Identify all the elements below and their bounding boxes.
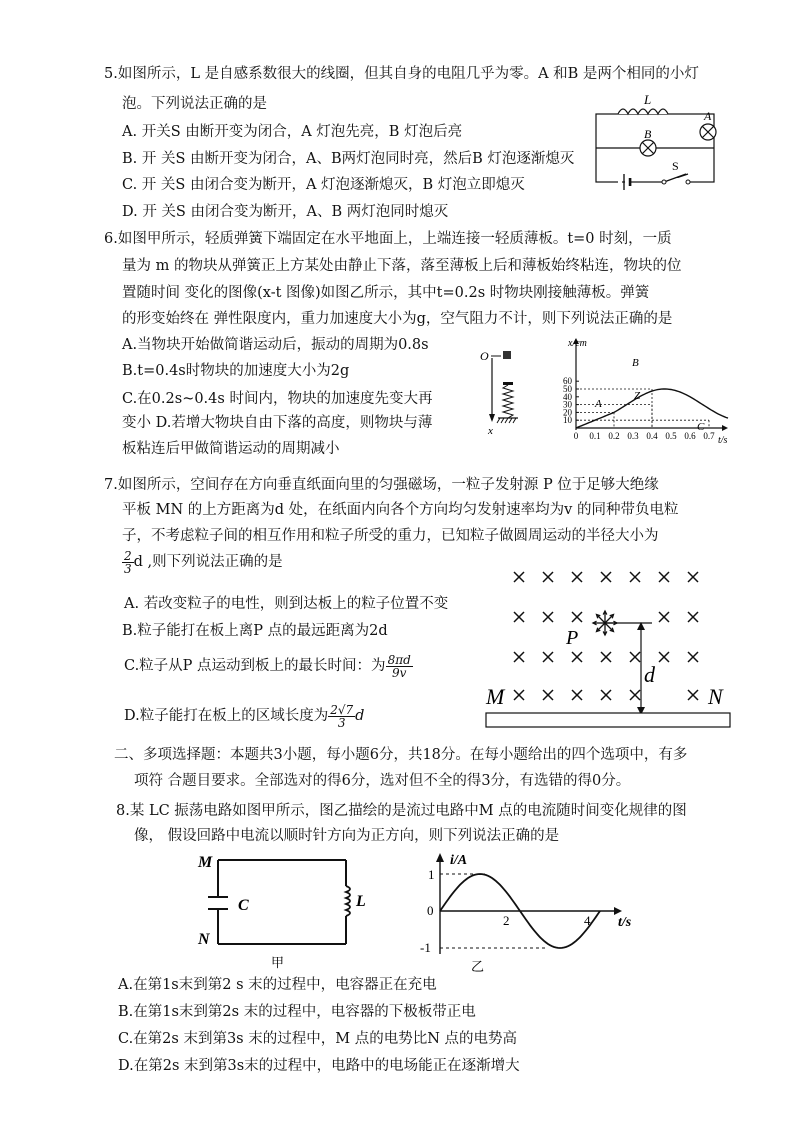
q6-chart-ytick: 60 (563, 376, 572, 387)
q7-option-c (124, 652, 413, 680)
q7-field-cross (659, 612, 669, 622)
q7-field-cross (514, 612, 524, 622)
q7-label-d: d (644, 662, 655, 687)
q6-chart-xtick: 0.1 (589, 431, 601, 441)
q5-option-c: C. 开 关S 由闭合变为断开，A 灯泡逐渐熄灭，B 灯泡立即熄灭 (122, 177, 525, 193)
q8-caption-jia: 甲 (271, 955, 285, 970)
q7-option-b: B.粒子能打在板上离P 点的最远距离为2d (122, 623, 388, 639)
q7-option-c-fraction (386, 654, 413, 679)
q7-label-n: N (708, 684, 723, 709)
q8-label-m: M (198, 854, 213, 871)
q7-field-cross (543, 572, 553, 582)
q5-label-b: B (644, 127, 652, 141)
q5-option-d: D. 开 关S 由闭合变为断开，A、B 两灯泡同时熄灭 (122, 204, 449, 220)
q7-field-cross (630, 690, 640, 700)
q6-option-a: A.当物块开始做简谐运动后，振动的周期为0.8s (122, 337, 429, 353)
q8-chart-y1: 1 (428, 867, 435, 882)
q8-option-a: A.在第1s末到第2 s 末的过程中，电容器正在充电 (118, 977, 437, 993)
q8-label-c: C (238, 897, 249, 914)
q5-stem-line2: 泡。下列说法正确的是 (122, 96, 267, 112)
q7-field-cross (630, 572, 640, 582)
q6-spring-figure (476, 344, 536, 444)
q6-option-c: C.在0.2s~0.4s 时间内，物块的加速度先变大再 (122, 391, 433, 407)
q7-option-c-den: 9v (391, 665, 407, 680)
q7-insulating-plate (486, 713, 730, 727)
q7-option-c-num: 8πd (387, 652, 411, 667)
q6-chart-ytick: 40 (563, 391, 572, 402)
q6-chart-ytick: 20 (563, 407, 572, 418)
q7-field-cross (572, 572, 582, 582)
q7-field-cross (688, 572, 698, 582)
q8-chart-y0: 0 (427, 903, 434, 918)
q7-radius-den: 3 (124, 561, 132, 576)
q8-stem-line2: 像， 假设回路中电流以顺时针方向为正方向，则下列说法正确的是 (134, 828, 560, 844)
q6-chart-xlabel: t/s (718, 435, 728, 446)
section2-heading-line1: 二、多项选择题：本题共3小题，每小题6分，共18分。在每小题给出的四个选项中，有多 (114, 747, 688, 763)
q7-field-cross (659, 652, 669, 662)
q7-field-cross (601, 652, 611, 662)
q7-field-cross (659, 572, 669, 582)
section2-heading-line2: 项符 合题目要求。全部选对的得6分，选对但不全的得3分，有选错的得0分。 (134, 773, 631, 789)
q7-field-cross (688, 652, 698, 662)
q6-chart-xtick: 0.7 (703, 431, 715, 441)
q5-label-s: S (672, 159, 679, 173)
q7-field-cross (601, 572, 611, 582)
q7-field-cross (688, 612, 698, 622)
q7-option-a: A. 若改变粒子的电性，则到达板上的粒子位置不变 (124, 596, 449, 612)
q6-chart-point-a: A (595, 398, 602, 410)
q7-stem-line4 (122, 548, 283, 576)
q7-magnetic-field-figure (484, 562, 734, 734)
q7-option-d (124, 702, 364, 730)
q7-field-cross (572, 612, 582, 622)
q6-chart-xtick: 0 (573, 431, 579, 441)
q8-label-l: L (356, 893, 366, 910)
q6-stem-line4: 的形变始终在 弹性限度内，重力加速度大小为g，空气阻力不计，则下列说法正确的是 (122, 311, 673, 327)
q7-field-cross (543, 690, 553, 700)
q8-option-c: C.在第2s 末到第3s 末的过程中，M 点的电势比N 点的电势高 (118, 1031, 517, 1047)
q7-option-d-num: 2√7 (330, 702, 354, 717)
q6-chart-ytick: 30 (563, 399, 572, 410)
q6-chart-ylabel: x/cm (568, 338, 587, 349)
q7-option-d-fraction (328, 704, 355, 729)
q5-label-a: A (704, 109, 712, 123)
q6-xt-chart (542, 336, 732, 446)
q7-label-p: P (566, 627, 579, 649)
q6-chart-xtick: 0.3 (627, 431, 639, 441)
q7-field-cross (572, 690, 582, 700)
q7-radius-fraction (122, 550, 134, 575)
q8-chart-x2: 2 (503, 913, 510, 928)
q8-chart-ylabel: i/A (450, 853, 468, 868)
q7-field-cross (601, 690, 611, 700)
q6-option-d-cont: 板粘连后甲做简谐运动的周期减小 (122, 441, 340, 457)
q5-label-l: L (644, 92, 652, 107)
q7-option-d-den: 3 (337, 715, 346, 730)
q7-field-cross (572, 652, 582, 662)
q7-option-c-text: C.粒子从P 点运动到板上的最长时间：为 (124, 658, 386, 674)
q7-emitter-arrows (593, 611, 617, 635)
q6-chart-xtick: 0.6 (684, 431, 696, 441)
q5-option-b: B. 开 关S 由断开变为闭合，A、B两灯泡同时亮，然后B 灯泡逐渐熄灭 (122, 151, 575, 167)
q7-field-cross (543, 612, 553, 622)
q6-stem-line2: 量为 m 的物块从弹簧正上方某处由静止下落，落至薄板上后和薄板始终粘连，物块的位 (122, 258, 682, 274)
q6-stem-line3: 置随时间 变化的图像(x-t 图像)如图乙所示，其中t=0.2s 时物块刚接触薄板。弹簧 (122, 285, 650, 301)
q8-chart-ym1: -1 (420, 940, 431, 955)
q7-stem-line3: 子，不考虑粒子间的相互作用和粒子所受的重力，已知粒子做圆周运动的半径大小为 (122, 528, 659, 544)
q6-chart-xtick: 0.2 (608, 431, 620, 441)
q7-radius-tail: d ,则下列说法正确的是 (133, 554, 283, 570)
q8-option-d: D.在第2s 末到第3s末的过程中，电路中的电场能正在逐渐增大 (118, 1058, 520, 1074)
q6-chart-point-b: B (632, 357, 639, 369)
q6-option-b: B.t=0.4s时物块的加速度大小为2g (122, 363, 350, 379)
q6-option-c-cont-d: 变小 D.若增大物块自由下落的高度，则物块与薄 (122, 415, 433, 431)
q5-circuit-diagram (590, 90, 730, 190)
q7-option-d-text: D.粒子能打在板上的区域长度为 (124, 708, 329, 724)
q7-field-cross (514, 572, 524, 582)
q6-label-x: x (488, 425, 493, 437)
q7-label-m: M (486, 684, 505, 709)
q7-radius-num: 2 (124, 548, 132, 563)
q6-chart-ytick: 10 (563, 415, 572, 426)
q5-option-a: A. 开关S 由断开变为闭合，A 灯泡先亮，B 灯泡后亮 (122, 124, 463, 140)
q7-stem-line2: 平板 MN 的上方距离为d 处，在纸面内向各个方向均匀发射速率均为v 的同种带负电粒 (122, 502, 679, 518)
q7-option-d-tail: d (355, 708, 365, 724)
q8-stem-line1: 8.某 LC 振荡电路如图甲所示，图乙描绘的是流过电路中M 点的电流随时间变化规律的图 (116, 803, 687, 819)
q7-field-cross (630, 652, 640, 662)
q6-chart-xtick: 0.4 (646, 431, 658, 441)
q8-chart-xlabel: t/s (618, 915, 632, 930)
q8-chart-x4: 4 (584, 913, 591, 928)
q6-label-o: O (480, 349, 489, 363)
q8-it-chart (418, 850, 648, 974)
q6-stem-line1: 6.如图甲所示，轻质弹簧下端固定在水平地面上，上端连接一轻质薄板。t=0 时刻，一质 (104, 231, 672, 247)
q7-field-cross (514, 652, 524, 662)
q8-option-b: B.在第1s末到第2s 末的过程中，电容器的下极板带正电 (118, 1004, 476, 1020)
q8-caption-yi: 乙 (471, 959, 485, 974)
q7-field-cross (514, 690, 524, 700)
q7-stem-line1: 7.如图所示，空间存在方向垂直纸面向里的匀强磁场，一粒子发射源 P 位于足够大绝缘 (104, 477, 659, 493)
q7-field-cross (543, 652, 553, 662)
q6-chart-xtick: 0.5 (665, 431, 677, 441)
q7-field-cross (688, 690, 698, 700)
q6-chart-point-c: C (697, 421, 705, 433)
q5-stem-line1: 5.如图所示，L 是自感系数很大的线圈，但其自身的电阻几乎为零。A 和B 是两个相同的小灯 (104, 66, 699, 82)
q8-label-n: N (198, 931, 210, 948)
q6-chart-ytick: 50 (563, 384, 572, 394)
q6-chart-point-z: Z (634, 390, 641, 402)
q8-lc-circuit-diagram (196, 850, 376, 970)
